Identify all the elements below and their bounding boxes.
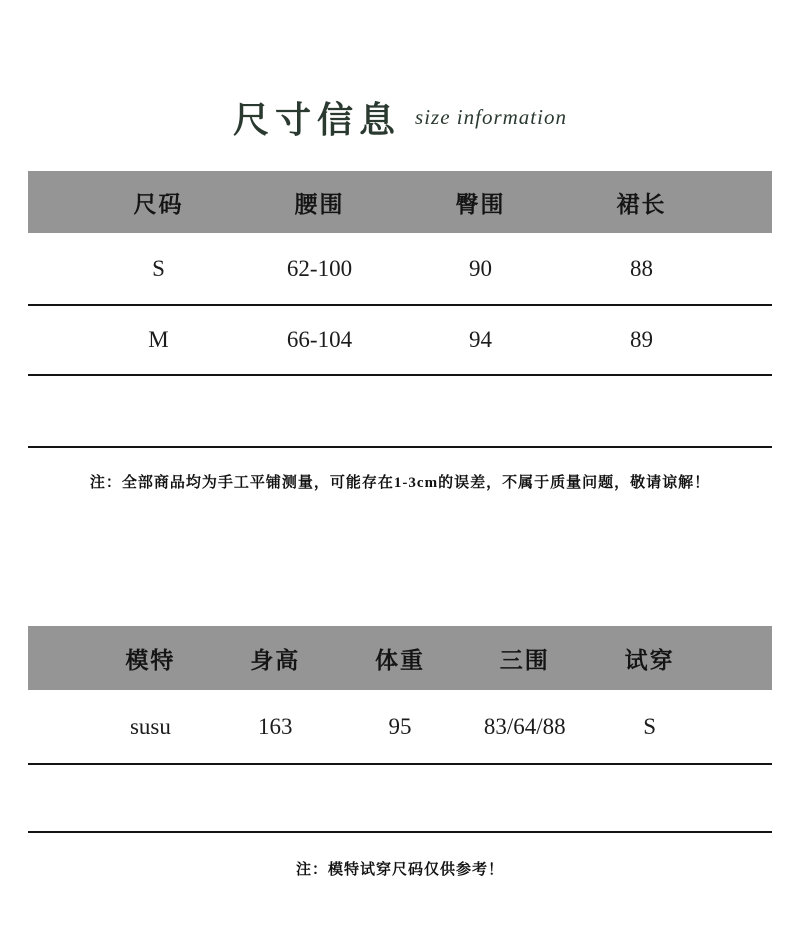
model-table-header-weight: 体重 [374,647,425,673]
empty-row [28,765,772,831]
model-table-header-row [28,626,772,690]
model-table-header-measurements: 三围 [499,647,550,673]
divider [28,446,772,448]
model-weight-cell: 95 [388,713,412,739]
page-title [0,0,800,140]
page-title-chinese: 尺寸信息 [233,100,402,140]
size-cell: M [148,327,169,352]
divider [28,831,772,833]
skirt-length-cell: 89 [630,327,653,352]
hip-cell: 94 [469,327,492,352]
model-table-header-model: 模特 [125,647,176,673]
model-try-on-cell: S [643,713,656,739]
model-table [0,626,800,833]
waist-cell: 62-100 [286,255,353,281]
table-row [28,233,772,304]
model-table-header-height: 身高 [250,647,301,673]
skirt-length-cell: 88 [630,255,653,281]
size-table-header-hip: 臀围 [455,191,506,217]
model-height-cell: 163 [257,713,293,739]
page-title-english: size information [415,105,567,129]
model-name-cell: susu [129,713,171,739]
table-row [28,306,772,374]
size-table [0,171,800,448]
measurement-note: 注：全部商品均为手工平铺测量，可能存在1-3cm的误差，不属于质量问题，敬请谅解！ [89,475,711,491]
model-table-header-try-on: 试穿 [624,647,675,673]
size-cell: S [152,255,165,281]
hip-cell: 90 [469,255,492,281]
model-try-on-note: 注：模特试穿尺码仅供参考！ [295,862,504,878]
waist-cell: 66-104 [286,327,353,352]
size-table-header-row [28,171,772,233]
empty-row [28,376,772,446]
model-measurements-cell: 83/64/88 [483,713,566,739]
size-table-header-skirt-length: 裙长 [616,191,667,217]
size-table-header-waist: 腰围 [294,191,345,217]
size-table-header-size: 尺码 [133,191,184,217]
table-row [28,690,772,763]
